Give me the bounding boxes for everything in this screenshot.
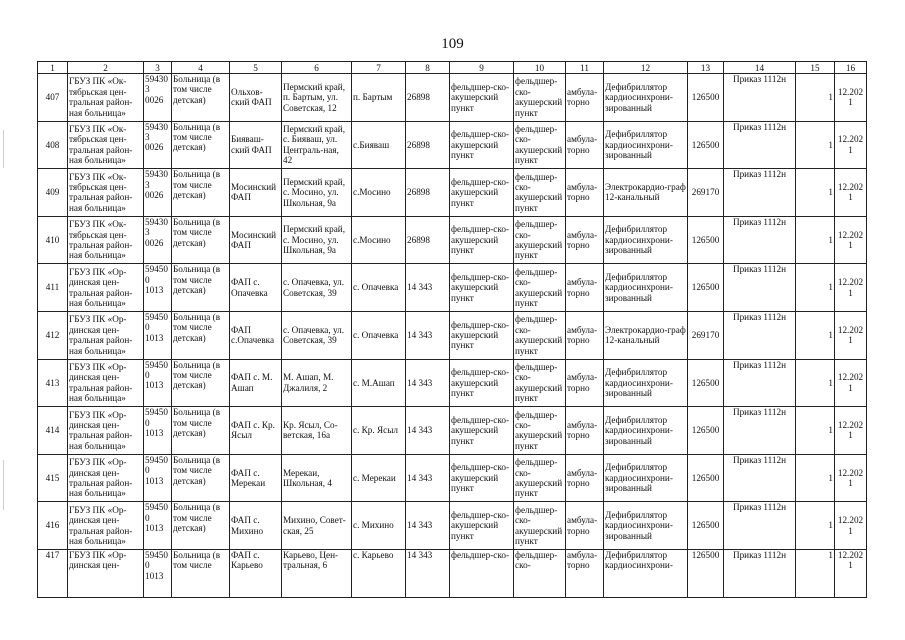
column-number: 3: [144, 62, 172, 74]
delivery-date-cell: 12.2021: [835, 502, 867, 550]
row-number-cell: 411: [38, 264, 68, 312]
organization-name-cell: ГБУЗ ПК «Ок-тябрьская цен-тральная район-ная больница»: [68, 216, 144, 264]
equipment-name-cell: Дефибриллятор кардиосинхрони-зированный: [604, 121, 688, 169]
order-reference-cell: Приказ 1112н: [724, 74, 796, 122]
price-cell: 126500: [688, 454, 724, 502]
equipment-name-cell: Дефибриллятор кардиосинхрони-зированный: [604, 359, 688, 407]
unit-name-cell: Бияваш-ский ФАП: [230, 121, 282, 169]
org-code-cell: 594303 0026: [144, 216, 172, 264]
unit-kind-2-cell: фельдшер-ско-акушерский пункт: [514, 74, 566, 122]
quantity-cell: 1: [796, 454, 835, 502]
row-number-cell: 413: [38, 359, 68, 407]
order-reference-cell: Приказ 1112н: [724, 121, 796, 169]
price-cell: 269170: [688, 311, 724, 359]
unit-kind-cell: фельдшер-ско-акушерский пункт: [450, 121, 514, 169]
unit-kind-2-cell: фельдшер-ско-акушерский пункт: [514, 121, 566, 169]
org-code-cell: 594500 1013: [144, 264, 172, 312]
population-cell: 26898: [406, 169, 450, 217]
care-mode-cell: амбула-торно: [566, 169, 604, 217]
care-mode-cell: амбула-торно: [566, 359, 604, 407]
table-row: [38, 407, 867, 455]
settlement-cell: с.Мосино: [352, 216, 406, 264]
address-cell: с. Опачевка, ул. Советская, 39: [282, 311, 352, 359]
column-number: 10: [514, 62, 566, 74]
settlement-cell: п. Бартым: [352, 74, 406, 122]
address-cell: Михино, Совет-ская, 25: [282, 502, 352, 550]
unit-kind-2-cell: фельдшер-ско-акушерский пункт: [514, 359, 566, 407]
column-number: 5: [230, 62, 282, 74]
settlement-cell: с. Опачевка: [352, 311, 406, 359]
order-reference-cell: Приказ 1112н: [724, 169, 796, 217]
organization-name-cell: ГБУЗ ПК «Ор-динская цен-тральная район-ная больница»: [68, 264, 144, 312]
org-code-cell: 594303 0026: [144, 169, 172, 217]
facility-type-cell: Больница (в том числе детская): [172, 216, 230, 264]
unit-kind-cell: фельдшер-ско-акушерский пункт: [450, 264, 514, 312]
org-code-cell: 594500 1013: [144, 549, 172, 597]
population-cell: 14 343: [406, 549, 450, 597]
organization-name-cell: ГБУЗ ПК «Ок-тябрьская цен-тральная район-ная больница»: [68, 121, 144, 169]
equipment-name-cell: Электрокардио-граф 12-канальный: [604, 169, 688, 217]
equipment-name-cell: Дефибриллятор кардиосинхрони-зированный: [604, 407, 688, 455]
column-number: 2: [68, 62, 144, 74]
row-number-cell: 416: [38, 502, 68, 550]
row-number-cell: 415: [38, 454, 68, 502]
unit-name-cell: ФАП с. Михино: [230, 502, 282, 550]
delivery-date-cell: 12.2021: [835, 121, 867, 169]
org-code-cell: 594500 1013: [144, 311, 172, 359]
care-mode-cell: амбула-торно: [566, 264, 604, 312]
delivery-date-cell: 12.2021: [835, 169, 867, 217]
address-cell: М. Ашап, М. Джалиля, 2: [282, 359, 352, 407]
settlement-cell: с. Карьево: [352, 549, 406, 597]
delivery-date-cell: 12.2021: [835, 549, 867, 597]
org-code-cell: 594500 1013: [144, 454, 172, 502]
equipment-name-cell: Дефибриллятор кардиосинхрони-зированный: [604, 216, 688, 264]
address-cell: с. Опачевка, ул. Советская, 39: [282, 264, 352, 312]
quantity-cell: 1: [796, 502, 835, 550]
column-number: 4: [172, 62, 230, 74]
order-reference-cell: Приказ 1112н: [724, 311, 796, 359]
settlement-cell: с. Михино: [352, 502, 406, 550]
order-reference-cell: Приказ 1112н: [724, 264, 796, 312]
row-number-cell: 414: [38, 407, 68, 455]
organization-name-cell: ГБУЗ ПК «Ор-динская цен-тральная район-ная больница»: [68, 311, 144, 359]
column-number: 16: [835, 62, 867, 74]
settlement-cell: с. М.Ашап: [352, 359, 406, 407]
table-row: [38, 264, 867, 312]
equipment-name-cell: Дефибриллятор кардиосинхрони-зированный: [604, 74, 688, 122]
unit-kind-2-cell: фельдшер-ско-акушерский пункт: [514, 502, 566, 550]
price-cell: 126500: [688, 359, 724, 407]
order-reference-cell: Приказ 1112н: [724, 359, 796, 407]
price-cell: 126500: [688, 502, 724, 550]
table-row: [38, 169, 867, 217]
table-row: [38, 549, 867, 597]
facility-type-cell: Больница (в том числе детская): [172, 264, 230, 312]
facility-type-cell: Больница (в том числе детская): [172, 502, 230, 550]
organization-name-cell: ГБУЗ ПК «Ок-тябрьская цен-тральная район-ная больница»: [68, 169, 144, 217]
facility-type-cell: Больница (в том числе детская): [172, 311, 230, 359]
population-cell: 14 343: [406, 311, 450, 359]
address-cell: Карьево, Цен-тральная, 6: [282, 549, 352, 597]
page-number: 109: [441, 36, 464, 52]
population-cell: 14 343: [406, 359, 450, 407]
unit-name-cell: ФАП с. Мерекаи: [230, 454, 282, 502]
facility-type-cell: Больница (в том числе детская): [172, 359, 230, 407]
equipment-name-cell: Электрокардио-граф 12-канальный: [604, 311, 688, 359]
unit-kind-cell: фельдшер-ско-акушерский пункт: [450, 454, 514, 502]
settlement-cell: с. Кр. Ясыл: [352, 407, 406, 455]
facility-type-cell: Больница (в том числе: [172, 549, 230, 597]
price-cell: 126500: [688, 216, 724, 264]
care-mode-cell: амбула-торно: [566, 216, 604, 264]
unit-kind-cell: фельдшер-ско-акушерский пункт: [450, 407, 514, 455]
unit-name-cell: ФАП с. Карьево: [230, 549, 282, 597]
org-code-cell: 594303 0026: [144, 74, 172, 122]
unit-kind-2-cell: фельдшер-ско-акушерский пункт: [514, 264, 566, 312]
care-mode-cell: амбула-торно: [566, 121, 604, 169]
unit-kind-2-cell: фельдшер-ско-акушерский пункт: [514, 454, 566, 502]
price-cell: 126500: [688, 407, 724, 455]
price-cell: 126500: [688, 264, 724, 312]
row-number-cell: 412: [38, 311, 68, 359]
scan-edge-mark: [3, 130, 4, 168]
delivery-date-cell: 12.2021: [835, 74, 867, 122]
delivery-date-cell: 12.2021: [835, 407, 867, 455]
table-row: [38, 74, 867, 122]
unit-kind-2-cell: фельдшер-ско-: [514, 549, 566, 597]
unit-kind-cell: фельдшер-ско-акушерский пункт: [450, 74, 514, 122]
quantity-cell: 1: [796, 264, 835, 312]
care-mode-cell: амбула-торно: [566, 502, 604, 550]
unit-name-cell: ФАП с. Кр. Ясыл: [230, 407, 282, 455]
price-cell: 126500: [688, 121, 724, 169]
facility-type-cell: Больница (в том числе детская): [172, 169, 230, 217]
unit-name-cell: Мосинский ФАП: [230, 216, 282, 264]
row-number-cell: 408: [38, 121, 68, 169]
quantity-cell: 1: [796, 216, 835, 264]
address-cell: Пермский край, с. Мосино, ул. Школьная, 9а: [282, 169, 352, 217]
row-number-cell: 417: [38, 549, 68, 597]
org-code-cell: 594500 1013: [144, 359, 172, 407]
unit-name-cell: Мосинский ФАП: [230, 169, 282, 217]
care-mode-cell: амбула-торно: [566, 407, 604, 455]
order-reference-cell: Приказ 1112н: [724, 502, 796, 550]
quantity-cell: 1: [796, 74, 835, 122]
equipment-name-cell: Дефибриллятор кардиосинхрони-зированный: [604, 502, 688, 550]
organization-name-cell: ГБУЗ ПК «Ор-динская цен-тральная район-ная больница»: [68, 454, 144, 502]
column-number: 9: [450, 62, 514, 74]
quantity-cell: 1: [796, 549, 835, 597]
organization-name-cell: ГБУЗ ПК «Ор-динская цен-тральная район-ная больница»: [68, 359, 144, 407]
unit-kind-2-cell: фельдшер-ско-акушерский пункт: [514, 216, 566, 264]
table-row: [38, 121, 867, 169]
delivery-date-cell: 12.2021: [835, 216, 867, 264]
org-code-cell: 594500 1013: [144, 502, 172, 550]
column-number: 8: [406, 62, 450, 74]
unit-kind-cell: фельдшер-ско-акушерский пункт: [450, 216, 514, 264]
delivery-date-cell: 12.2021: [835, 454, 867, 502]
address-cell: Мерекаи, Школьная, 4: [282, 454, 352, 502]
organization-name-cell: ГБУЗ ПК «Ок-тябрьская цен-тральная район-ная больница»: [68, 74, 144, 122]
unit-kind-cell: фельдшер-ско-: [450, 549, 514, 597]
facility-type-cell: Больница (в том числе детская): [172, 454, 230, 502]
facility-type-cell: Больница (в том числе детская): [172, 121, 230, 169]
address-cell: Кр. Ясыл, Со-ветская, 16а: [282, 407, 352, 455]
population-cell: 14 343: [406, 264, 450, 312]
address-cell: Пермский край, с. Бияваш, ул. Централь-ная, 42: [282, 121, 352, 169]
column-number: 11: [566, 62, 604, 74]
price-cell: 269170: [688, 169, 724, 217]
table-body: [38, 74, 867, 598]
unit-kind-cell: фельдшер-ско-акушерский пункт: [450, 359, 514, 407]
care-mode-cell: амбула-торно: [566, 311, 604, 359]
unit-kind-cell: фельдшер-ско-акушерский пункт: [450, 169, 514, 217]
org-code-cell: 594303 0026: [144, 121, 172, 169]
population-cell: 26898: [406, 74, 450, 122]
scan-edge-mark: [3, 460, 4, 510]
column-number: 12: [604, 62, 688, 74]
equipment-name-cell: Дефибриллятор кардиосинхрони-: [604, 549, 688, 597]
unit-name-cell: ФАП с. Опачевка: [230, 264, 282, 312]
column-number: 6: [282, 62, 352, 74]
column-number: 14: [724, 62, 796, 74]
quantity-cell: 1: [796, 359, 835, 407]
organization-name-cell: ГБУЗ ПК «Ор-динская цен-: [68, 549, 144, 597]
column-number: 13: [688, 62, 724, 74]
organization-name-cell: ГБУЗ ПК «Ор-динская цен-тральная район-ная больница»: [68, 407, 144, 455]
table-row: [38, 454, 867, 502]
org-code-cell: 594500 1013: [144, 407, 172, 455]
unit-kind-cell: фельдшер-ско-акушерский пункт: [450, 502, 514, 550]
settlement-cell: с.Мосино: [352, 169, 406, 217]
quantity-cell: 1: [796, 407, 835, 455]
unit-name-cell: ФАП с. М. Ашап: [230, 359, 282, 407]
population-cell: 26898: [406, 216, 450, 264]
unit-kind-2-cell: фельдшер-ско-акушерский пункт: [514, 169, 566, 217]
population-cell: 14 343: [406, 407, 450, 455]
population-cell: 26898: [406, 121, 450, 169]
equipment-name-cell: Дефибриллятор кардиосинхрони-зированный: [604, 454, 688, 502]
facility-type-cell: Больница (в том числе детская): [172, 407, 230, 455]
column-number: 1: [38, 62, 68, 74]
price-cell: 126500: [688, 74, 724, 122]
table-row: [38, 311, 867, 359]
order-reference-cell: Приказ 1112н: [724, 407, 796, 455]
row-number-cell: 410: [38, 216, 68, 264]
delivery-date-cell: 12.2021: [835, 359, 867, 407]
settlement-cell: с. Опачевка: [352, 264, 406, 312]
order-reference-cell: Приказ 1112н: [724, 216, 796, 264]
delivery-date-cell: 12.2021: [835, 311, 867, 359]
quantity-cell: 1: [796, 169, 835, 217]
organization-name-cell: ГБУЗ ПК «Ор-динская цен-тральная район-ная больница»: [68, 502, 144, 550]
unit-name-cell: Ольхов-ский ФАП: [230, 74, 282, 122]
price-cell: 126500: [688, 549, 724, 597]
registry-table: [37, 61, 867, 598]
row-number-cell: 407: [38, 74, 68, 122]
quantity-cell: 1: [796, 311, 835, 359]
facility-type-cell: Больница (в том числе детская): [172, 74, 230, 122]
equipment-name-cell: Дефибриллятор кардиосинхрони-зированный: [604, 264, 688, 312]
address-cell: Пермский край, с. Мосино, ул. Школьная, 9а: [282, 216, 352, 264]
delivery-date-cell: 12.2021: [835, 264, 867, 312]
settlement-cell: с. Мерекаи: [352, 454, 406, 502]
address-cell: Пермский край, п. Бартым, ул. Советская, 12: [282, 74, 352, 122]
population-cell: 14 343: [406, 502, 450, 550]
table-row: [38, 359, 867, 407]
order-reference-cell: Приказ 1112н: [724, 549, 796, 597]
unit-kind-2-cell: фельдшер-ско-акушерский пункт: [514, 311, 566, 359]
column-number-row: [38, 62, 867, 74]
column-number: 7: [352, 62, 406, 74]
quantity-cell: 1: [796, 121, 835, 169]
care-mode-cell: амбула-торно: [566, 549, 604, 597]
unit-kind-2-cell: фельдшер-ско-акушерский пункт: [514, 407, 566, 455]
unit-name-cell: ФАП с.Опачевка: [230, 311, 282, 359]
row-number-cell: 409: [38, 169, 68, 217]
settlement-cell: с.Бияваш: [352, 121, 406, 169]
unit-kind-cell: фельдшер-ско-акушерский пункт: [450, 311, 514, 359]
care-mode-cell: амбула-торно: [566, 74, 604, 122]
table-row: [38, 216, 867, 264]
column-number: 15: [796, 62, 835, 74]
order-reference-cell: Приказ 1112н: [724, 454, 796, 502]
population-cell: 14 343: [406, 454, 450, 502]
table-row: [38, 502, 867, 550]
care-mode-cell: амбула-торно: [566, 454, 604, 502]
